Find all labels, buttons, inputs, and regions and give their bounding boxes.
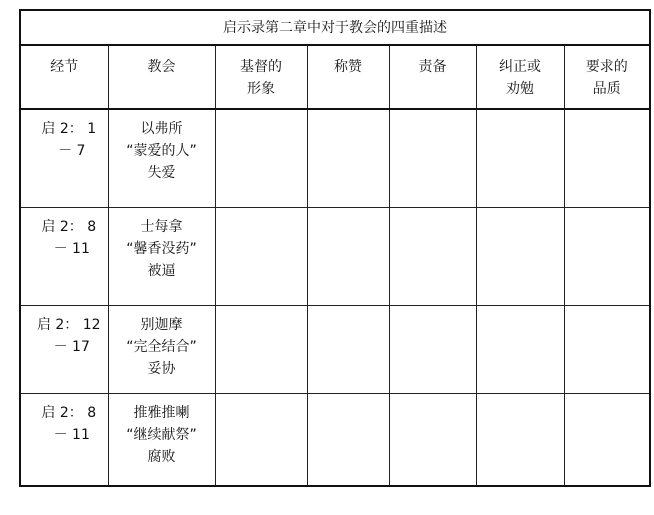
passage-cell: 启 2： 8 － 11 [20, 393, 108, 486]
church-cell: 推雅推喇 “继续献祭” 腐败 [108, 393, 215, 486]
table-row [20, 305, 650, 393]
header-correction: 纠正或 劝勉 [476, 45, 564, 109]
header-required-quality: 要求的 品质 [564, 45, 650, 109]
church-description-table [19, 9, 651, 487]
church-cell: 以弗所 “蒙爱的人” 失爱 [108, 109, 215, 207]
header-row [20, 45, 650, 109]
rebuke-cell[interactable] [389, 393, 476, 486]
correction-cell[interactable] [476, 207, 564, 305]
church-cell: 士每拿 “馨香没药” 被逼 [108, 207, 215, 305]
rebuke-cell[interactable] [389, 207, 476, 305]
required-quality-cell[interactable] [564, 393, 650, 486]
table-title: 启示录第二章中对于教会的四重描述 [20, 10, 650, 45]
rebuke-cell[interactable] [389, 109, 476, 207]
header-rebuke: 责备 [389, 45, 476, 109]
worksheet [19, 9, 651, 487]
praise-cell[interactable] [307, 109, 389, 207]
table-row [20, 109, 650, 207]
praise-cell[interactable] [307, 393, 389, 486]
required-quality-cell[interactable] [564, 207, 650, 305]
church-cell: 别迦摩 “完全结合” 妥协 [108, 305, 215, 393]
christ-image-cell[interactable] [215, 207, 307, 305]
correction-cell[interactable] [476, 393, 564, 486]
required-quality-cell[interactable] [564, 109, 650, 207]
header-christ-image: 基督的 形象 [215, 45, 307, 109]
rebuke-cell[interactable] [389, 305, 476, 393]
passage-cell: 启 2： 12 － 17 [20, 305, 108, 393]
passage-cell: 启 2： 8 － 11 [20, 207, 108, 305]
praise-cell[interactable] [307, 305, 389, 393]
table-row [20, 207, 650, 305]
header-passage: 经节 [20, 45, 108, 109]
table-row [20, 393, 650, 486]
passage-cell: 启 2： 1 － 7 [20, 109, 108, 207]
header-praise: 称赞 [307, 45, 389, 109]
christ-image-cell[interactable] [215, 109, 307, 207]
christ-image-cell[interactable] [215, 305, 307, 393]
correction-cell[interactable] [476, 109, 564, 207]
header-church: 教会 [108, 45, 215, 109]
correction-cell[interactable] [476, 305, 564, 393]
praise-cell[interactable] [307, 207, 389, 305]
required-quality-cell[interactable] [564, 305, 650, 393]
christ-image-cell[interactable] [215, 393, 307, 486]
